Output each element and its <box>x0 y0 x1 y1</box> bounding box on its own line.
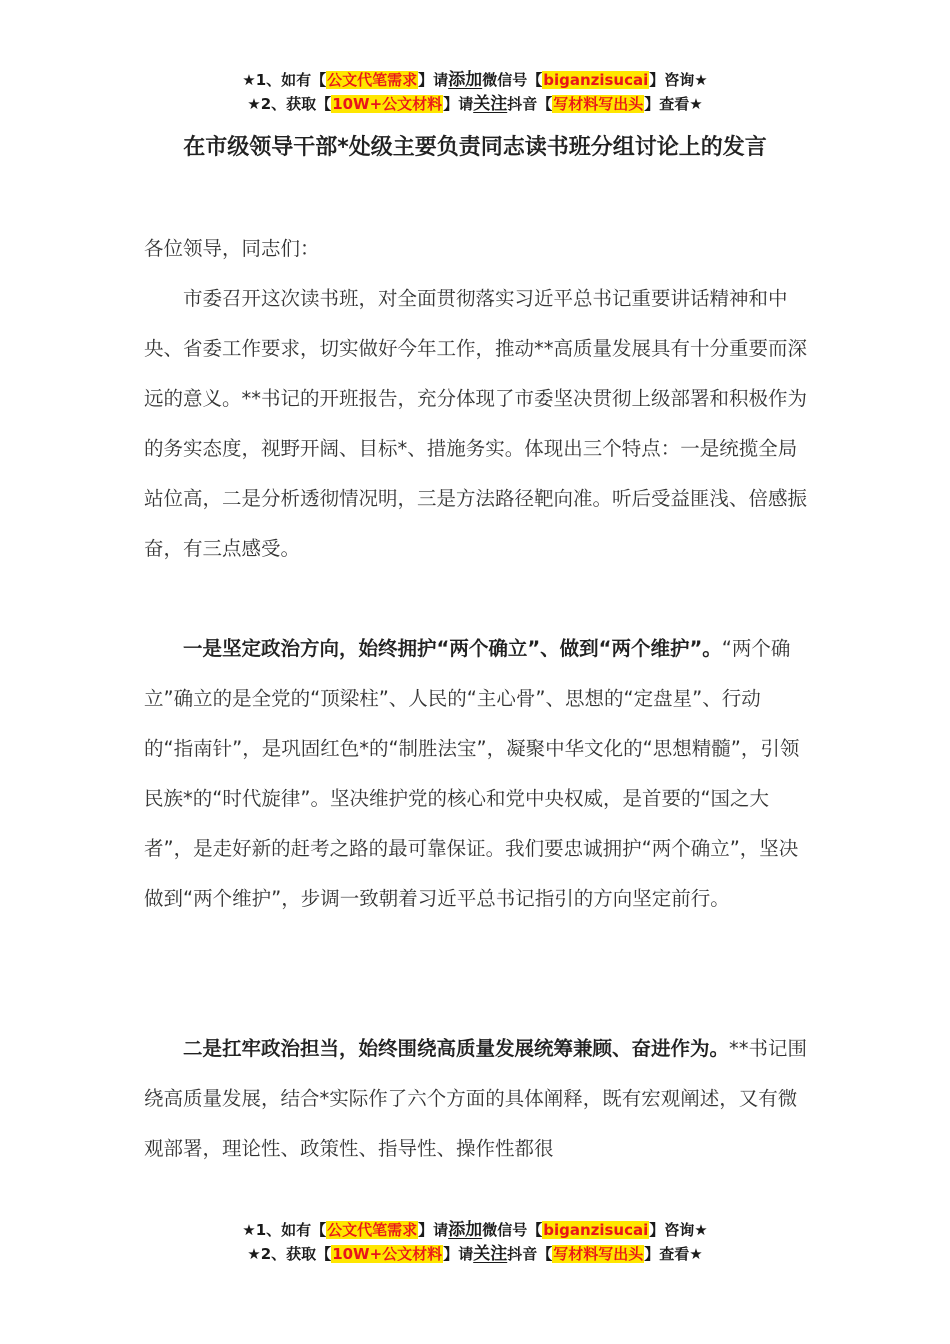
paragraph-1 <box>144 274 808 574</box>
promo-line-1 <box>0 1218 950 1242</box>
promo-line-2 <box>0 1242 950 1266</box>
promo-underline: 关注 <box>473 1244 508 1264</box>
promo-highlight: 10W+公文材料 <box>332 95 443 113</box>
promo-footer <box>0 1218 950 1266</box>
promo-text: 】查看★ <box>644 95 703 113</box>
promo-underline: 添加 <box>448 1220 483 1240</box>
promo-text: ★1、如有【 <box>242 1221 327 1239</box>
promo-text: 】请 <box>443 95 474 113</box>
promo-line-2 <box>0 92 950 116</box>
promo-text: 抖音【 <box>507 1245 553 1263</box>
promo-text: 】咨询★ <box>649 71 708 89</box>
paragraph-text: “两个确立”确立的是全党的“顶梁柱”、人民的“主心骨”、思想的“定盘星”、行动的“指南针”，是巩固红色*的“制胜法宝”，凝聚中华文化的“思想精髓”，引领民族*的“时代旋律”。坚决维护党的核心和党中央权威，是首要的“国之大者”，是走好新的赶考之路的最可靠保证。我们要忠诚拥护“两个确立”，坚决做到“两个维护”，步调一致朝着习近平总书记指引的方向坚定前行。 <box>144 637 800 910</box>
paragraph-text: **书记围绕高质量发展，结合*实际作了六个方面的具体阐释，既有宏观阐述，又有微观部署，理论性、政策性、指导性、操作性都很 <box>144 1037 808 1160</box>
promo-text: 】查看★ <box>644 1245 703 1263</box>
paragraph-text: 市委召开这次读书班，对全面贯彻落实习近平总书记重要讲话精神和中央、省委工作要求，切实做好今年工作，推动**高质量发展具有十分重要而深远的意义。**书记的开班报告，充分体现了市委坚决贯彻上级部署和积极作为的务实态度，视野开阔、目标*、措施务实。体现出三个特点：一是统揽全局站位高，二是分析透彻情况明，三是方法路径靶向准。听后受益匪浅、倍感振奋，有三点感受。 <box>144 287 808 560</box>
document-title: 在市级领导干部*处级主要负责同志读书班分组讨论上的发言 <box>183 135 767 160</box>
promo-highlight: 公文代笔需求 <box>327 71 418 89</box>
promo-text: 】请 <box>418 71 449 89</box>
promo-text: ★2、获取【 <box>247 1245 332 1263</box>
promo-underline: 添加 <box>448 70 483 90</box>
salutation: 各位领导，同志们： <box>144 237 320 260</box>
promo-wechat-id: biganzisucai <box>543 1221 649 1239</box>
promo-text: 微信号【 <box>482 71 543 89</box>
promo-header <box>0 68 950 116</box>
promo-highlight: 10W+公文材料 <box>332 1245 443 1263</box>
promo-douyin-id: 写材料写出头 <box>553 95 644 113</box>
promo-wechat-id: biganzisucai <box>543 71 649 89</box>
promo-text: ★2、获取【 <box>247 95 332 113</box>
promo-underline: 关注 <box>473 94 508 114</box>
promo-text: 】咨询★ <box>649 1221 708 1239</box>
promo-text: 微信号【 <box>482 1221 543 1239</box>
promo-text: ★1、如有【 <box>242 71 327 89</box>
promo-line-1 <box>0 68 950 92</box>
promo-highlight: 公文代笔需求 <box>327 1221 418 1239</box>
promo-text: 抖音【 <box>507 95 553 113</box>
paragraph-lead: 一是坚定政治方向，始终拥护“两个确立”、做到“两个维护”。 <box>183 637 722 660</box>
paragraph-lead: 二是扛牢政治担当，始终围绕高质量发展统筹兼顾、奋进作为。 <box>183 1037 730 1060</box>
paragraph-2 <box>144 624 808 924</box>
promo-text: 】请 <box>418 1221 449 1239</box>
promo-douyin-id: 写材料写出头 <box>553 1245 644 1263</box>
paragraph-3 <box>144 1024 808 1174</box>
promo-text: 】请 <box>443 1245 474 1263</box>
